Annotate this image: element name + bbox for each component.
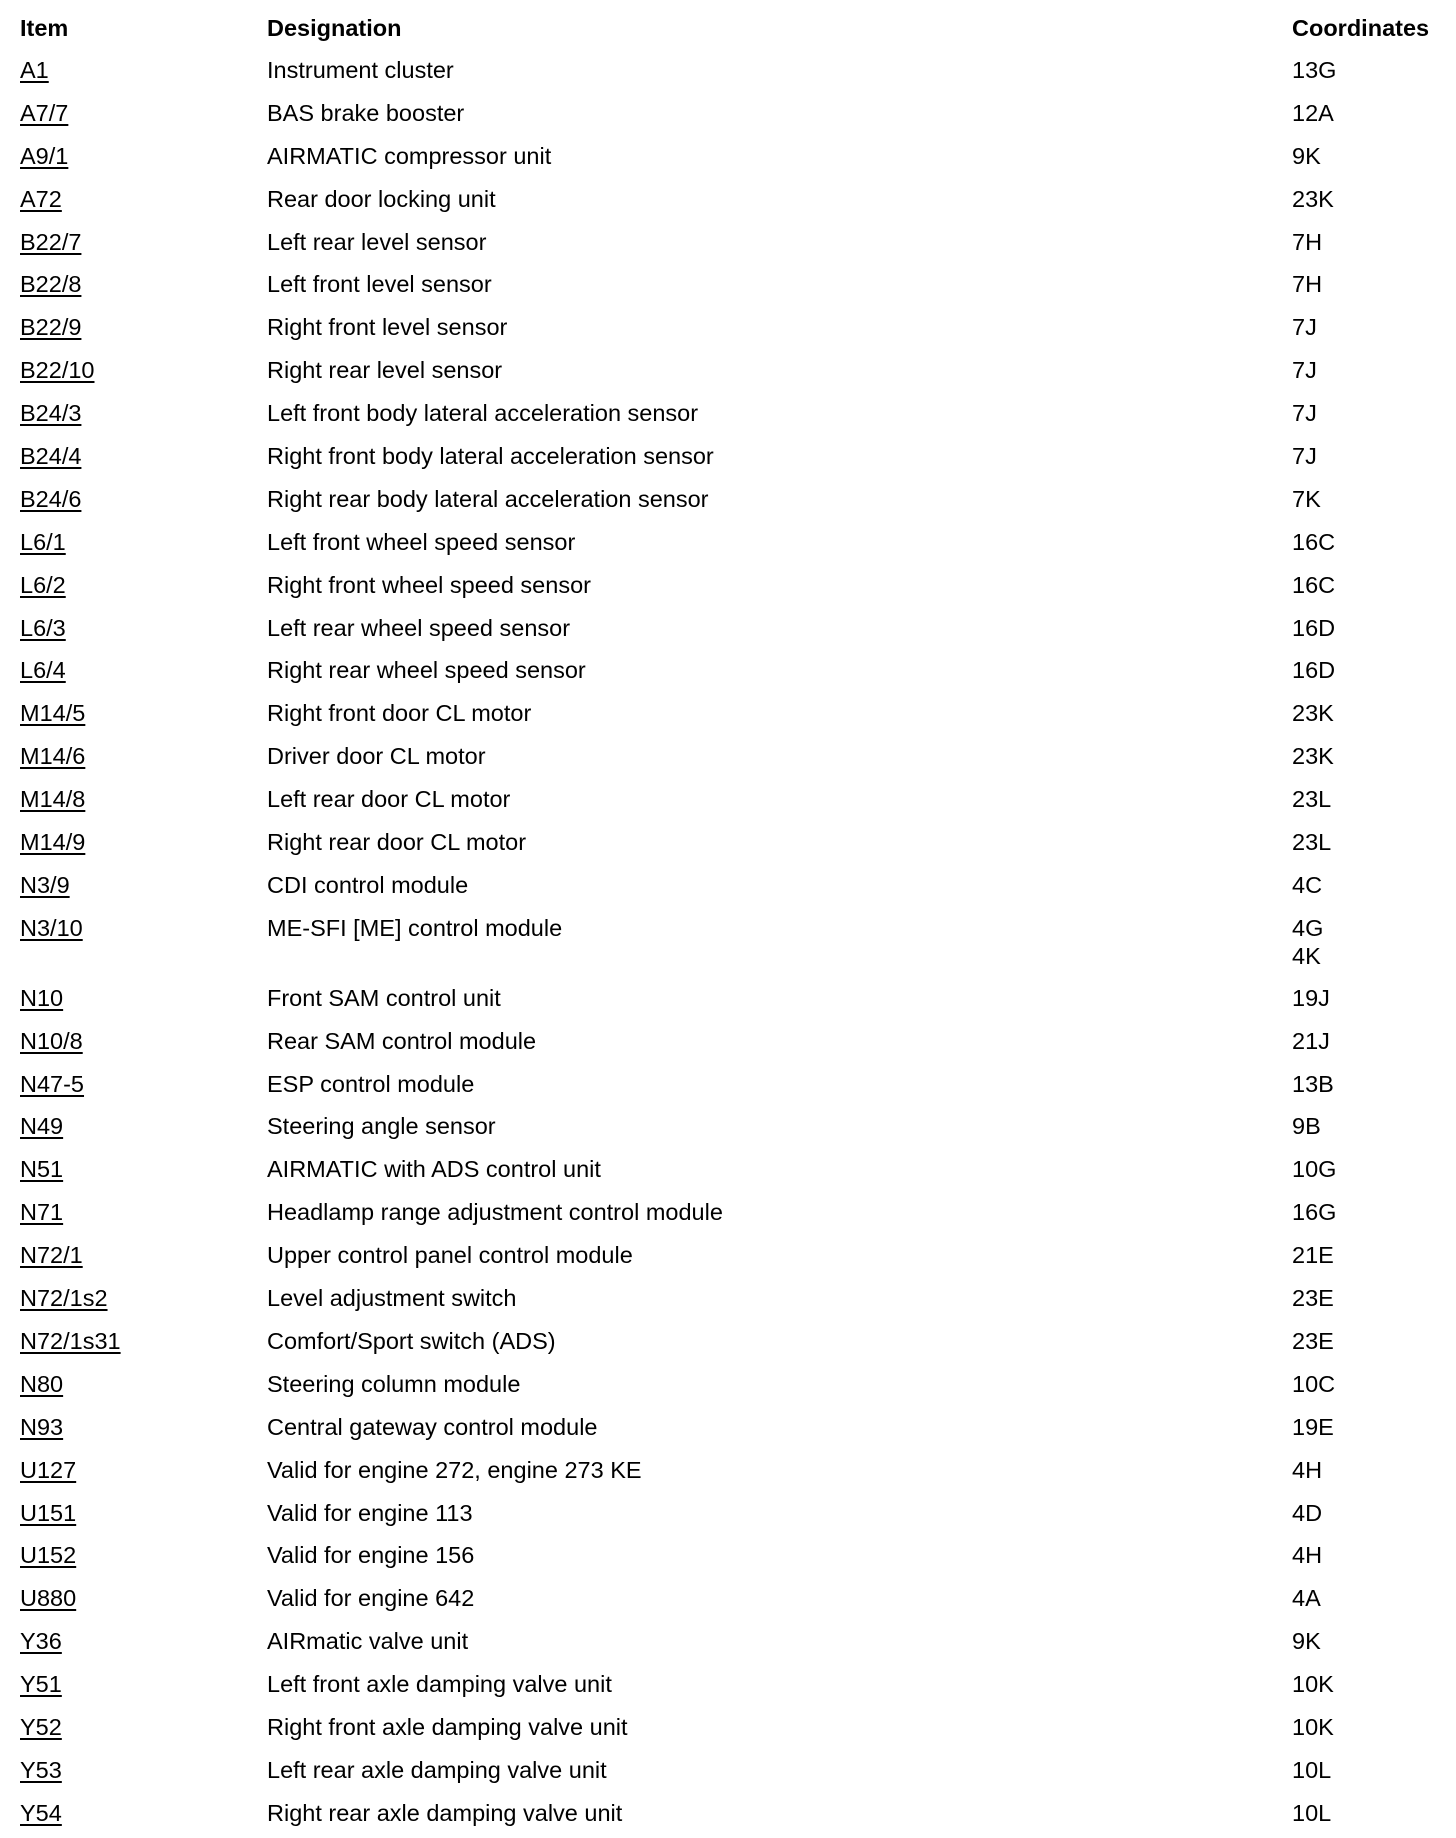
item-cell bbox=[20, 1499, 267, 1527]
item-link[interactable]: B24/4 bbox=[20, 443, 82, 470]
coordinates-cell bbox=[1292, 984, 1440, 1012]
designation-cell: BAS brake booster bbox=[267, 99, 465, 126]
table-row bbox=[20, 567, 1440, 610]
coordinates-cell bbox=[1292, 656, 1440, 684]
coordinate-value: 7H bbox=[1292, 228, 1323, 255]
table-row bbox=[20, 1623, 1440, 1666]
designation-cell: Valid for engine 272, engine 273 KE bbox=[267, 1456, 642, 1483]
item-column-header: Item bbox=[20, 15, 69, 41]
coordinates-cell bbox=[1292, 1456, 1440, 1484]
coordinates-cell bbox=[1292, 1499, 1440, 1527]
item-cell bbox=[20, 571, 267, 599]
coordinates-cell bbox=[1292, 528, 1440, 556]
designation-cell: Right rear axle damping valve unit bbox=[267, 1799, 623, 1826]
designation-cell: AIRMATIC with ADS control unit bbox=[267, 1156, 601, 1183]
coordinate-value: 4H bbox=[1292, 1456, 1323, 1483]
coordinates-cell bbox=[1292, 614, 1440, 642]
table-row bbox=[20, 1280, 1440, 1323]
coordinate-value: 23K bbox=[1292, 185, 1334, 212]
item-link[interactable]: B22/7 bbox=[20, 228, 82, 255]
coordinate-value: 16C bbox=[1292, 528, 1336, 555]
item-cell bbox=[20, 914, 267, 942]
item-link[interactable]: L6/1 bbox=[20, 528, 66, 555]
item-cell bbox=[20, 742, 267, 770]
item-link[interactable]: U151 bbox=[20, 1499, 77, 1526]
item-cell bbox=[20, 1670, 267, 1698]
item-cell bbox=[20, 399, 267, 427]
item-link[interactable]: N3/10 bbox=[20, 914, 83, 941]
coordinate-value: 7H bbox=[1292, 271, 1323, 298]
designation-column-header: Designation bbox=[267, 15, 402, 41]
table-row bbox=[20, 1323, 1440, 1366]
coordinates-cell bbox=[1292, 1327, 1440, 1355]
coordinates-cell bbox=[1292, 1713, 1440, 1741]
coordinate-value: 19J bbox=[1292, 984, 1330, 1011]
coordinates-cell bbox=[1292, 742, 1440, 770]
table-row bbox=[20, 181, 1440, 224]
coordinates-cell bbox=[1292, 356, 1440, 384]
item-link[interactable]: Y54 bbox=[20, 1799, 62, 1826]
item-cell bbox=[20, 185, 267, 213]
designation-cell: Right rear level sensor bbox=[267, 357, 503, 384]
table-row bbox=[20, 352, 1440, 395]
table-row bbox=[20, 95, 1440, 138]
item-cell bbox=[20, 356, 267, 384]
coordinate-value: 23K bbox=[1292, 700, 1334, 727]
designation-cell: Valid for engine 156 bbox=[267, 1542, 475, 1569]
item-cell bbox=[20, 99, 267, 127]
item-link[interactable]: Y36 bbox=[20, 1628, 62, 1655]
coordinates-cell bbox=[1292, 1027, 1440, 1055]
coordinate-value: 9B bbox=[1292, 1113, 1321, 1140]
item-cell bbox=[20, 1584, 267, 1612]
designation-cell: Right front door CL motor bbox=[267, 700, 532, 727]
item-link[interactable]: B22/10 bbox=[20, 357, 95, 384]
coordinates-cell bbox=[1292, 1155, 1440, 1183]
coordinate-value: 4C bbox=[1292, 871, 1323, 898]
designation-cell: Rear SAM control module bbox=[267, 1027, 537, 1054]
item-link[interactable]: N72/1 bbox=[20, 1242, 83, 1269]
table-header-row bbox=[20, 10, 1440, 52]
item-cell bbox=[20, 614, 267, 642]
designation-cell: Left front wheel speed sensor bbox=[267, 528, 576, 555]
table-row bbox=[20, 52, 1440, 95]
coordinates-cell bbox=[1292, 1627, 1440, 1655]
item-cell bbox=[20, 1112, 267, 1140]
coordinate-value: 9K bbox=[1292, 1628, 1321, 1655]
coordinate-value: 10G bbox=[1292, 1156, 1337, 1183]
coordinates-cell bbox=[1292, 1112, 1440, 1140]
item-link[interactable]: L6/2 bbox=[20, 571, 66, 598]
item-link[interactable]: N3/9 bbox=[20, 871, 70, 898]
coordinates-cell bbox=[1292, 571, 1440, 599]
item-link[interactable]: A1 bbox=[20, 57, 49, 83]
designation-cell: Steering angle sensor bbox=[267, 1113, 496, 1140]
coordinates-cell bbox=[1292, 56, 1440, 84]
table-row bbox=[20, 695, 1440, 738]
item-link[interactable]: U152 bbox=[20, 1542, 77, 1569]
item-link[interactable]: N72/1s31 bbox=[20, 1327, 121, 1354]
designation-cell: Right rear door CL motor bbox=[267, 829, 527, 856]
table-row bbox=[20, 1452, 1440, 1495]
coordinates-cell bbox=[1292, 1756, 1440, 1784]
coordinates-cell bbox=[1292, 485, 1440, 513]
item-link[interactable]: N49 bbox=[20, 1113, 64, 1140]
item-link[interactable]: M14/6 bbox=[20, 743, 86, 770]
coordinate-value: 23K bbox=[1292, 743, 1334, 770]
coordinates-cell bbox=[1292, 1241, 1440, 1269]
coordinate-value: 4K bbox=[1292, 942, 1321, 969]
designation-cell: ESP control module bbox=[267, 1070, 475, 1097]
coordinates-cell bbox=[1292, 228, 1440, 256]
coordinate-value: 10C bbox=[1292, 1370, 1336, 1397]
coordinate-value: 4H bbox=[1292, 1542, 1323, 1569]
coordinate-value: 7K bbox=[1292, 485, 1321, 512]
item-link[interactable]: Y52 bbox=[20, 1713, 62, 1740]
table-row bbox=[20, 1066, 1440, 1109]
item-cell bbox=[20, 1070, 267, 1098]
designation-cell: Central gateway control module bbox=[267, 1413, 598, 1440]
item-cell bbox=[20, 228, 267, 256]
item-cell bbox=[20, 528, 267, 556]
coordinate-value: 16G bbox=[1292, 1199, 1337, 1226]
coordinates-cell bbox=[1292, 1670, 1440, 1698]
item-cell bbox=[20, 1456, 267, 1484]
component-legend-table bbox=[20, 10, 1440, 1838]
coordinates-cell bbox=[1292, 1541, 1440, 1569]
designation-cell: Right front level sensor bbox=[267, 314, 508, 341]
item-link[interactable]: N93 bbox=[20, 1413, 64, 1440]
coordinate-value: 9K bbox=[1292, 142, 1321, 169]
designation-cell: Left rear level sensor bbox=[267, 228, 487, 255]
item-link[interactable]: B22/8 bbox=[20, 271, 82, 298]
table-row bbox=[20, 1537, 1440, 1580]
item-cell bbox=[20, 984, 267, 1012]
item-cell bbox=[20, 313, 267, 341]
item-link[interactable]: U127 bbox=[20, 1456, 77, 1483]
table-row bbox=[20, 1023, 1440, 1066]
item-link[interactable]: B24/3 bbox=[20, 400, 82, 427]
table-row bbox=[20, 1709, 1440, 1752]
item-cell bbox=[20, 785, 267, 813]
coordinate-value: 10K bbox=[1292, 1713, 1334, 1740]
table-row bbox=[20, 224, 1440, 267]
coordinate-value: 10L bbox=[1292, 1756, 1332, 1783]
designation-cell: Left rear wheel speed sensor bbox=[267, 614, 571, 641]
coordinate-value: 4D bbox=[1292, 1499, 1323, 1526]
item-link[interactable]: B24/6 bbox=[20, 485, 82, 512]
item-cell bbox=[20, 1799, 267, 1827]
coordinate-value: 7J bbox=[1292, 443, 1317, 470]
table-row bbox=[20, 481, 1440, 524]
item-link[interactable]: Y51 bbox=[20, 1671, 62, 1698]
table-row bbox=[20, 652, 1440, 695]
item-cell bbox=[20, 270, 267, 298]
table-row bbox=[20, 1108, 1440, 1151]
table-row bbox=[20, 867, 1440, 910]
item-link[interactable]: M14/8 bbox=[20, 786, 86, 813]
table-row bbox=[20, 610, 1440, 653]
item-link[interactable]: Y53 bbox=[20, 1756, 62, 1783]
item-cell bbox=[20, 56, 267, 84]
coordinate-value: 7J bbox=[1292, 357, 1317, 384]
item-link[interactable]: N71 bbox=[20, 1199, 64, 1226]
table-row bbox=[20, 1795, 1440, 1838]
coordinate-value: 7J bbox=[1292, 400, 1317, 427]
coordinate-value: 21J bbox=[1292, 1027, 1330, 1054]
table-row bbox=[20, 438, 1440, 481]
item-link[interactable]: N10/8 bbox=[20, 1027, 83, 1054]
designation-cell: Right front wheel speed sensor bbox=[267, 571, 591, 598]
coordinate-value: 10L bbox=[1292, 1799, 1332, 1826]
coordinates-cell bbox=[1292, 99, 1440, 127]
item-cell bbox=[20, 828, 267, 856]
designation-cell: Front SAM control unit bbox=[267, 984, 501, 1011]
item-cell bbox=[20, 1756, 267, 1784]
table-row bbox=[20, 1580, 1440, 1623]
table-row bbox=[20, 1237, 1440, 1280]
coordinate-value: 4G bbox=[1292, 914, 1324, 941]
item-link[interactable]: N51 bbox=[20, 1156, 64, 1183]
designation-cell: Right front axle damping valve unit bbox=[267, 1713, 628, 1740]
table-row bbox=[20, 1366, 1440, 1409]
table-row bbox=[20, 395, 1440, 438]
table-row bbox=[20, 138, 1440, 181]
item-cell bbox=[20, 1413, 267, 1441]
coordinates-cell bbox=[1292, 442, 1440, 470]
coordinates-column-header: Coordinates bbox=[1292, 15, 1430, 41]
table-row bbox=[20, 781, 1440, 824]
item-cell bbox=[20, 1370, 267, 1398]
coordinate-value: 13G bbox=[1292, 57, 1337, 83]
designation-cell: Instrument cluster bbox=[267, 57, 454, 83]
coordinate-value: 16C bbox=[1292, 571, 1336, 598]
coordinates-cell bbox=[1292, 1070, 1440, 1098]
coordinates-cell bbox=[1292, 1198, 1440, 1226]
designation-cell: AIRmatic valve unit bbox=[267, 1628, 469, 1655]
item-link[interactable]: N80 bbox=[20, 1370, 64, 1397]
designation-cell: Comfort/Sport switch (ADS) bbox=[267, 1327, 556, 1354]
item-cell bbox=[20, 1713, 267, 1741]
coordinate-value: 13B bbox=[1292, 1070, 1334, 1097]
item-link[interactable]: A7/7 bbox=[20, 99, 69, 126]
coordinates-cell bbox=[1292, 399, 1440, 427]
item-cell bbox=[20, 1327, 267, 1355]
item-cell bbox=[20, 871, 267, 899]
designation-cell: Valid for engine 642 bbox=[267, 1585, 475, 1612]
item-cell bbox=[20, 1541, 267, 1569]
designation-cell: Right front body lateral acceleration sensor bbox=[267, 443, 714, 470]
coordinate-value: 19E bbox=[1292, 1413, 1334, 1440]
table-row bbox=[20, 980, 1440, 1023]
coordinate-value: 10K bbox=[1292, 1671, 1334, 1698]
table-row bbox=[20, 1752, 1440, 1795]
designation-cell: AIRMATIC compressor unit bbox=[267, 142, 552, 169]
table-row bbox=[20, 1151, 1440, 1194]
designation-cell: Left front level sensor bbox=[267, 271, 492, 298]
coordinates-cell bbox=[1292, 1799, 1440, 1827]
coordinate-value: 23E bbox=[1292, 1327, 1334, 1354]
table-row bbox=[20, 1194, 1440, 1237]
designation-cell: Right rear wheel speed sensor bbox=[267, 657, 586, 684]
coordinates-cell bbox=[1292, 785, 1440, 813]
designation-cell: Headlamp range adjustment control module bbox=[267, 1199, 723, 1226]
item-link[interactable]: N10 bbox=[20, 984, 64, 1011]
coordinates-cell bbox=[1292, 699, 1440, 727]
table-row bbox=[20, 910, 1440, 980]
coordinate-value: 16D bbox=[1292, 657, 1336, 684]
designation-cell: Upper control panel control module bbox=[267, 1242, 633, 1269]
item-cell bbox=[20, 1627, 267, 1655]
item-link[interactable]: A9/1 bbox=[20, 142, 69, 169]
item-cell bbox=[20, 699, 267, 727]
coordinate-value: 4A bbox=[1292, 1585, 1321, 1612]
table-row bbox=[20, 309, 1440, 352]
item-cell bbox=[20, 485, 267, 513]
designation-cell: Left rear door CL motor bbox=[267, 786, 511, 813]
coordinates-cell bbox=[1292, 871, 1440, 899]
coordinate-value: 23L bbox=[1292, 786, 1332, 813]
item-link[interactable]: L6/4 bbox=[20, 657, 66, 684]
coordinates-cell bbox=[1292, 1584, 1440, 1612]
item-link[interactable]: M14/9 bbox=[20, 829, 86, 856]
item-cell bbox=[20, 1198, 267, 1226]
coordinates-cell bbox=[1292, 914, 1440, 970]
table-row bbox=[20, 824, 1440, 867]
designation-cell: Left rear axle damping valve unit bbox=[267, 1756, 607, 1783]
coordinates-cell bbox=[1292, 1413, 1440, 1441]
coordinates-cell bbox=[1292, 270, 1440, 298]
coordinate-value: 23L bbox=[1292, 829, 1332, 856]
item-link[interactable]: B22/9 bbox=[20, 314, 82, 341]
coordinate-value: 16D bbox=[1292, 614, 1336, 641]
designation-cell: Left front axle damping valve unit bbox=[267, 1671, 612, 1698]
coordinates-cell bbox=[1292, 1370, 1440, 1398]
coordinates-cell bbox=[1292, 828, 1440, 856]
designation-cell: Left front body lateral acceleration sensor bbox=[267, 400, 699, 427]
designation-cell: Steering column module bbox=[267, 1370, 521, 1397]
item-link[interactable]: U880 bbox=[20, 1585, 77, 1612]
item-cell bbox=[20, 442, 267, 470]
designation-cell: Rear door locking unit bbox=[267, 185, 496, 212]
designation-cell: ME-SFI [ME] control module bbox=[267, 914, 563, 941]
coordinate-value: 7J bbox=[1292, 314, 1317, 341]
designation-cell: Valid for engine 113 bbox=[267, 1499, 473, 1526]
coordinates-cell bbox=[1292, 1284, 1440, 1312]
item-cell bbox=[20, 656, 267, 684]
coordinate-value: 21E bbox=[1292, 1242, 1334, 1269]
coordinate-value: 12A bbox=[1292, 99, 1334, 126]
designation-cell: Right rear body lateral acceleration sensor bbox=[267, 485, 709, 512]
table-body bbox=[20, 52, 1440, 1838]
item-link[interactable]: M14/5 bbox=[20, 700, 86, 727]
table-row bbox=[20, 266, 1440, 309]
item-cell bbox=[20, 1155, 267, 1183]
designation-cell: Level adjustment switch bbox=[267, 1285, 517, 1312]
designation-cell: Driver door CL motor bbox=[267, 743, 486, 770]
item-link[interactable]: A72 bbox=[20, 185, 62, 212]
item-cell bbox=[20, 1241, 267, 1269]
item-link[interactable]: N47-5 bbox=[20, 1070, 85, 1097]
table-row bbox=[20, 524, 1440, 567]
item-link[interactable]: L6/3 bbox=[20, 614, 66, 641]
item-link[interactable]: N72/1s2 bbox=[20, 1285, 108, 1312]
coordinates-cell bbox=[1292, 313, 1440, 341]
table-row bbox=[20, 1666, 1440, 1709]
item-cell bbox=[20, 142, 267, 170]
table-row bbox=[20, 1409, 1440, 1452]
designation-cell: CDI control module bbox=[267, 871, 469, 898]
coordinates-cell bbox=[1292, 142, 1440, 170]
item-cell bbox=[20, 1284, 267, 1312]
item-cell bbox=[20, 1027, 267, 1055]
table-row bbox=[20, 1495, 1440, 1538]
coordinate-value: 23E bbox=[1292, 1285, 1334, 1312]
table-row bbox=[20, 738, 1440, 781]
coordinates-cell bbox=[1292, 185, 1440, 213]
